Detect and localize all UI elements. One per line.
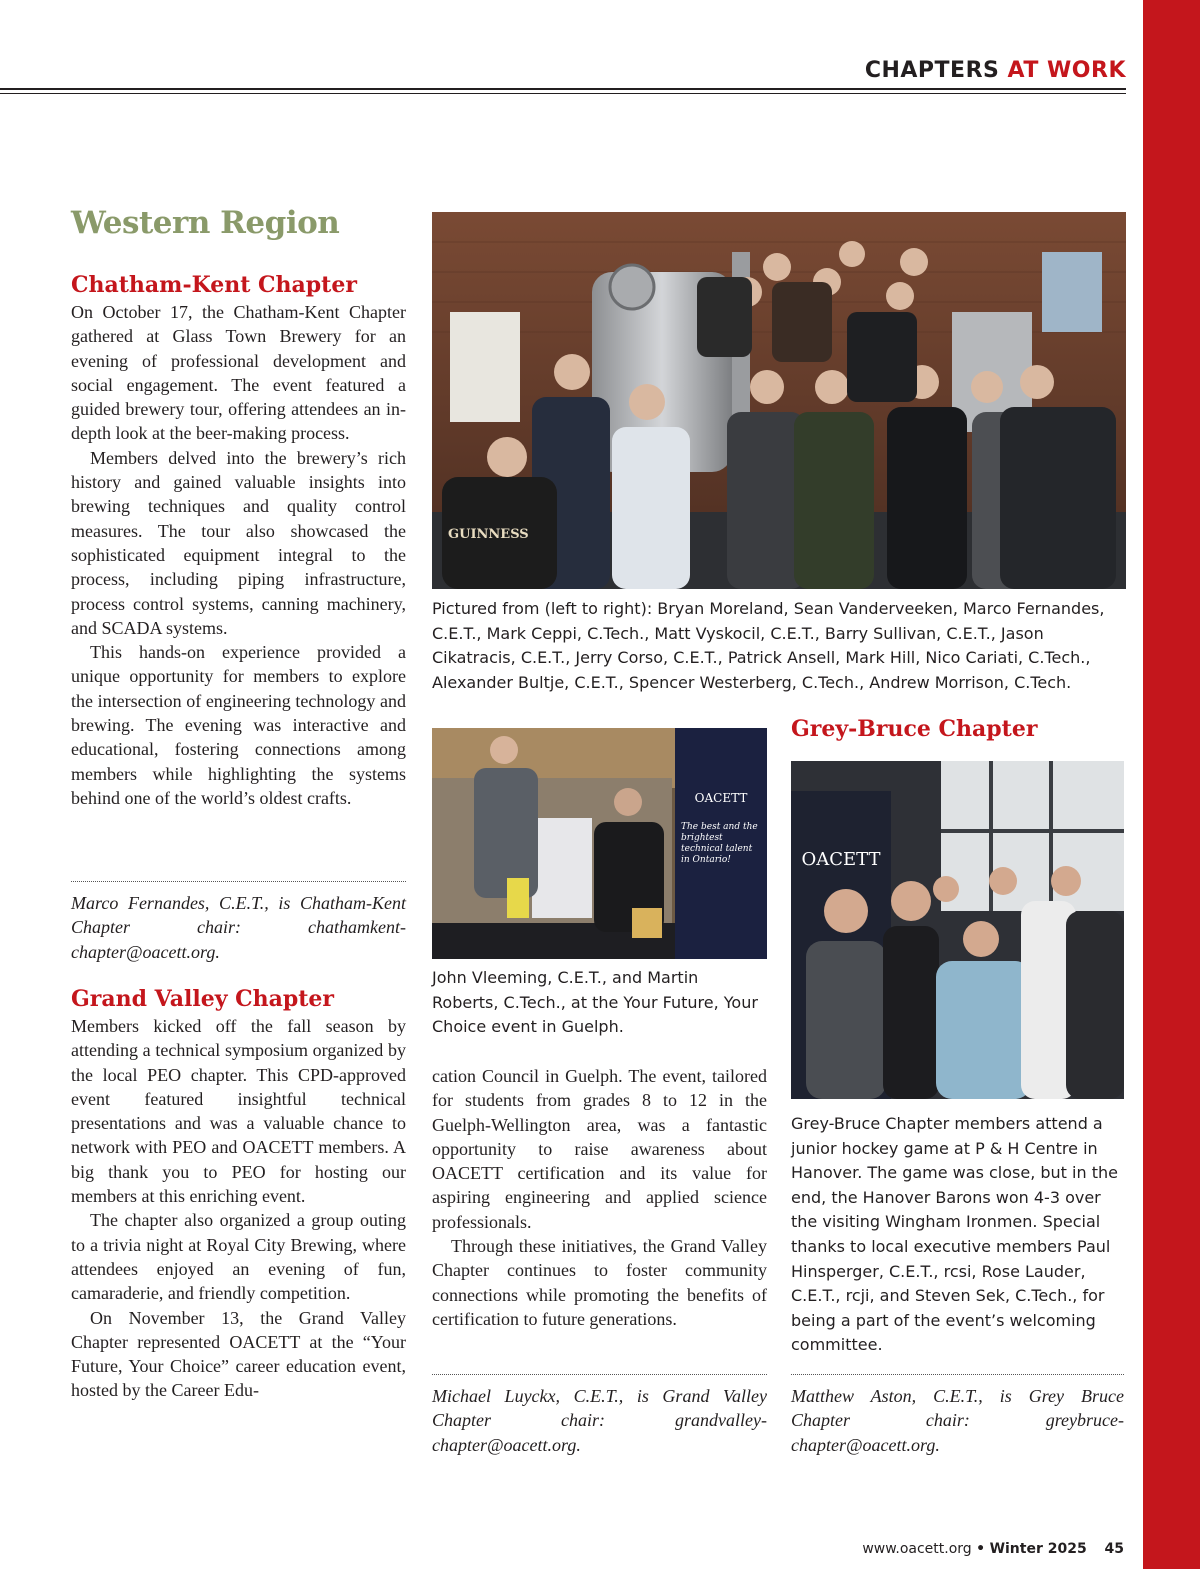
guelph-banner-logo: OACETT [694,791,748,805]
chatham-title: Chatham-Kent Chapter [71,272,357,298]
footer-issue: Winter 2025 [989,1541,1087,1557]
grand-valley-body-col2 [432,1064,767,1331]
paragraph: cation Council in Guelph. The event, tailored for students from grades 8 to 12 in the Guelph-Wellington area, was a fantastic opportunity to raise awareness about OACETT certification and its value for aspiring engineering and applied science professionals. [432,1066,767,1232]
grand-valley-title: Grand Valley Chapter [71,986,335,1012]
grey-bruce-photo-illustration [791,761,1124,1099]
brewery-group-photo [432,212,1126,589]
header-accent: AT WORK [1007,58,1126,83]
brewery-photo-caption: Pictured from (left to right): Bryan Moreland, Sean Vanderveeken, Marco Fernandes, C.E.T., Mark Ceppi, C.Tech., Matt Vyskocil, C.E.T., Barry Sullivan, C.E.T., Jason Cikatracis, C.E.T., Jerry Corso, C.E.T., Patrick Ansell, Mark Hill, Nico Cariati, C.Tech., Alexander Bultje, C.E.T., Spencer Westerberg, C.Tech., Andrew Morrison, C.Tech. [432,599,1105,692]
guelph-banner-text: The best and the brightest technical talent in Ontario! [681,822,758,865]
grey-bruce-caption: Grey-Bruce Chapter members attend a junior hockey game at P & H Centre in Hanover. The game was close, but in the end, the Hanover Barons won 4-3 over the visiting Wingham Ironmen. Special thanks to local executive members Paul Hinsperger, C.E.T., rcsi, Rose Lauder, C.E.T., rcji, and Steven Sek, C.Tech., for being a part of the event’s welcoming committee. [791,1114,1118,1355]
section-header [865,58,1126,83]
chatham-body [71,300,406,810]
page-edge-bar [1143,0,1200,1569]
guelph-photo-illustration [432,728,767,959]
brewery-photo-illustration [432,212,1126,589]
guelph-photo-caption: John Vleeming, C.E.T., and Martin Roberts, C.Tech., at the Your Future, Your Choice event in Guelph. [432,968,758,1037]
guelph-event-photo [432,728,767,959]
region-title: Western Region [71,205,340,241]
grand-valley-body-col1 [71,1014,406,1403]
footer-bullet: • [976,1541,986,1557]
paragraph: Members delved into the brewery’s rich history and gained valuable insights into brewing techniques and quality control measures. The tour also showcased the sophisticated equipment integral to the process, including piping infrastructure, process control systems, canning machinery, and SCADA systems. [71,447,406,638]
paragraph: This hands-on experience provided a unique opportunity for members to explore the intersection of engineering technology and brewing. The evening was interactive and educational, fostering connections among members while highlighting the systems behind one of the world’s oldest crafts. [71,642,406,808]
page-footer [862,1541,1124,1557]
grey-bruce-banner-logo: OACETT [801,849,881,870]
paragraph: The chapter also organized a group outing to a trivia night at Royal City Brewing, where attendees enjoyed an evening of fun, camaraderie, and friendly competition. [71,1210,406,1304]
footer-url: www.oacett.org [862,1541,972,1557]
chatham-signature: Marco Fernandes, C.E.T., is Chatham-Kent Chapter chair: chathamkent-chapter@oacett.org. [71,893,406,962]
paragraph: Members kicked off the fall season by attending a technical symposium organized by the local PEO chapter. This CPD-approved event featured insightful technical presentations and was a valuable chance to network with PEO and OACETT members. A big thank you to PEO for hosting our members at this enriching event. [71,1016,406,1207]
dotted-divider [71,881,406,882]
guinness-shirt-text: GUINNESS [448,527,529,542]
grand-valley-signature: Michael Luyckx, C.E.T., is Grand Valley Chapter chair: grandvalley-chapter@oacett.org. [432,1386,767,1455]
header-section: CHAPTERS [864,58,1000,83]
grey-bruce-signature: Matthew Aston, C.E.T., is Grey Bruce Chapter chair: greybruce-chapter@oacett.org. [791,1386,1124,1455]
dotted-divider [432,1374,767,1375]
paragraph: On October 17, the Chatham-Kent Chapter gathered at Glass Town Brewery for an evening of professional development and social engagement. The event featured a guided brewery tour, offering attendees an in-depth look at the beer-making process. [71,302,406,444]
paragraph: Through these initiatives, the Grand Valley Chapter continues to foster community connections while promoting the benefits of certification to future generations. [432,1236,767,1329]
page-number: 45 [1104,1541,1124,1557]
header-rule [0,88,1126,90]
grey-bruce-title: Grey-Bruce Chapter [791,716,1038,742]
header-rule-thin [0,93,1126,94]
paragraph: On November 13, the Grand Valley Chapter represented OACETT at the “Your Future, Your Choice” career education event, hosted by the Career Edu- [71,1307,406,1401]
grey-bruce-photo [791,761,1124,1099]
dotted-divider [791,1374,1124,1375]
